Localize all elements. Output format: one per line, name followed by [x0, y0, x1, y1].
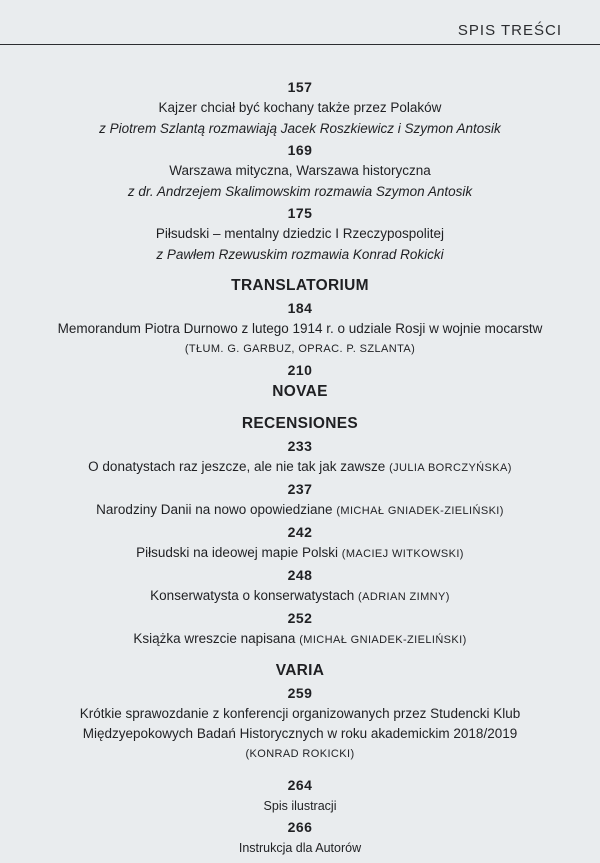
entry-credit: (MICHAŁ GNIADEK-ZIELIŃSKI): [299, 634, 467, 646]
entry-byline: z Pawłem Rzewuskim rozmawia Konrad Rokicki: [156, 247, 444, 262]
entry-title: Memorandum Piotra Durnowo z lutego 1914 r. o udziale Rosji w wojnie mocarstw: [57, 321, 543, 336]
entry-title: [0, 500, 600, 521]
page-number: 157: [287, 79, 313, 95]
entry-credit: (MACIEJ WITKOWSKI): [341, 548, 464, 560]
section-novae: [0, 359, 600, 403]
entry-credit: (JULIA BORCZYŃSKA): [389, 462, 512, 474]
section-varia: [0, 660, 600, 764]
toc-entry: [0, 202, 600, 265]
page-number: 259: [287, 685, 313, 701]
entry-title: [0, 586, 600, 607]
entry-title: Instrukcja dla Autorów: [238, 841, 362, 855]
entry-credit: (ADRIAN ZIMNY): [358, 591, 450, 603]
toc-entry: [0, 478, 600, 521]
entry-title-line1: Krótkie sprawozdanie z konferencji organizowanych przez Studencki Klub: [79, 706, 521, 721]
running-head: SPIS TREŚCI: [457, 22, 562, 39]
page-number: 169: [287, 142, 313, 158]
table-of-contents: [0, 76, 600, 858]
page-number: 266: [287, 819, 313, 835]
toc-entry: [0, 607, 600, 650]
entry-title: [0, 457, 600, 478]
section-recensiones: [0, 413, 600, 650]
entry-title-text: Narodziny Danii na nowo opowiedziane: [96, 502, 333, 517]
page-number: 175: [287, 205, 313, 221]
entry-title-line2: Międzyepokowych Badań Historycznych w roku akademickim 2018/2019: [82, 726, 518, 741]
entry-title-text: Konserwatysta o konserwatystach: [150, 588, 355, 603]
page-number: 264: [287, 777, 313, 793]
entry-title: [0, 629, 600, 650]
toc-entry: [0, 564, 600, 607]
page-number: 233: [287, 438, 313, 454]
entry-title: Spis ilustracji: [263, 799, 337, 813]
entry-credit: (KONRAD ROKICKI): [245, 748, 355, 760]
entry-credit: (TŁUM. G. GARBUZ, OPRAC. P. SZLANTA): [184, 343, 416, 355]
toc-entry: [0, 521, 600, 564]
header-rule: [0, 44, 600, 45]
entry-title-text: O donatystach raz jeszcze, ale nie tak jak zawsze: [88, 459, 386, 474]
page-number: 242: [287, 524, 313, 540]
toc-entry: [0, 139, 600, 202]
entry-title: Warszawa mityczna, Warszawa historyczna: [169, 163, 431, 178]
page-number: 252: [287, 610, 313, 626]
section-heading: TRANSLATORIUM: [231, 277, 369, 294]
section-heading: RECENSIONES: [241, 415, 359, 432]
section-heading: NOVAE: [272, 383, 328, 400]
entry-title: [0, 543, 600, 564]
toc-entry: [0, 76, 600, 139]
entry-credit: (MICHAŁ GNIADEK-ZIELIŃSKI): [336, 505, 504, 517]
page-number: 184: [287, 300, 313, 316]
toc-entry: [0, 774, 600, 816]
section-translatorium: [0, 275, 600, 359]
entry-title: Piłsudski – mentalny dziedzic I Rzeczypospolitej: [155, 226, 445, 241]
section-heading: VARIA: [275, 662, 325, 679]
entry-byline: z dr. Andrzejem Skalimowskim rozmawia Szymon Antosik: [127, 184, 473, 199]
page-number: 210: [287, 362, 313, 378]
entry-title-text: Piłsudski na ideowej mapie Polski: [136, 545, 338, 560]
entry-title-text: Książka wreszcie napisana: [133, 631, 296, 646]
page-number: 248: [287, 567, 313, 583]
entry-byline: z Piotrem Szlantą rozmawiają Jacek Roszkiewicz i Szymon Antosik: [99, 121, 501, 136]
toc-entry: [0, 435, 600, 478]
entry-title: Kajzer chciał być kochany także przez Polaków: [158, 100, 442, 115]
page-number: 237: [287, 481, 313, 497]
toc-entry: [0, 816, 600, 858]
page-header: [0, 0, 600, 44]
